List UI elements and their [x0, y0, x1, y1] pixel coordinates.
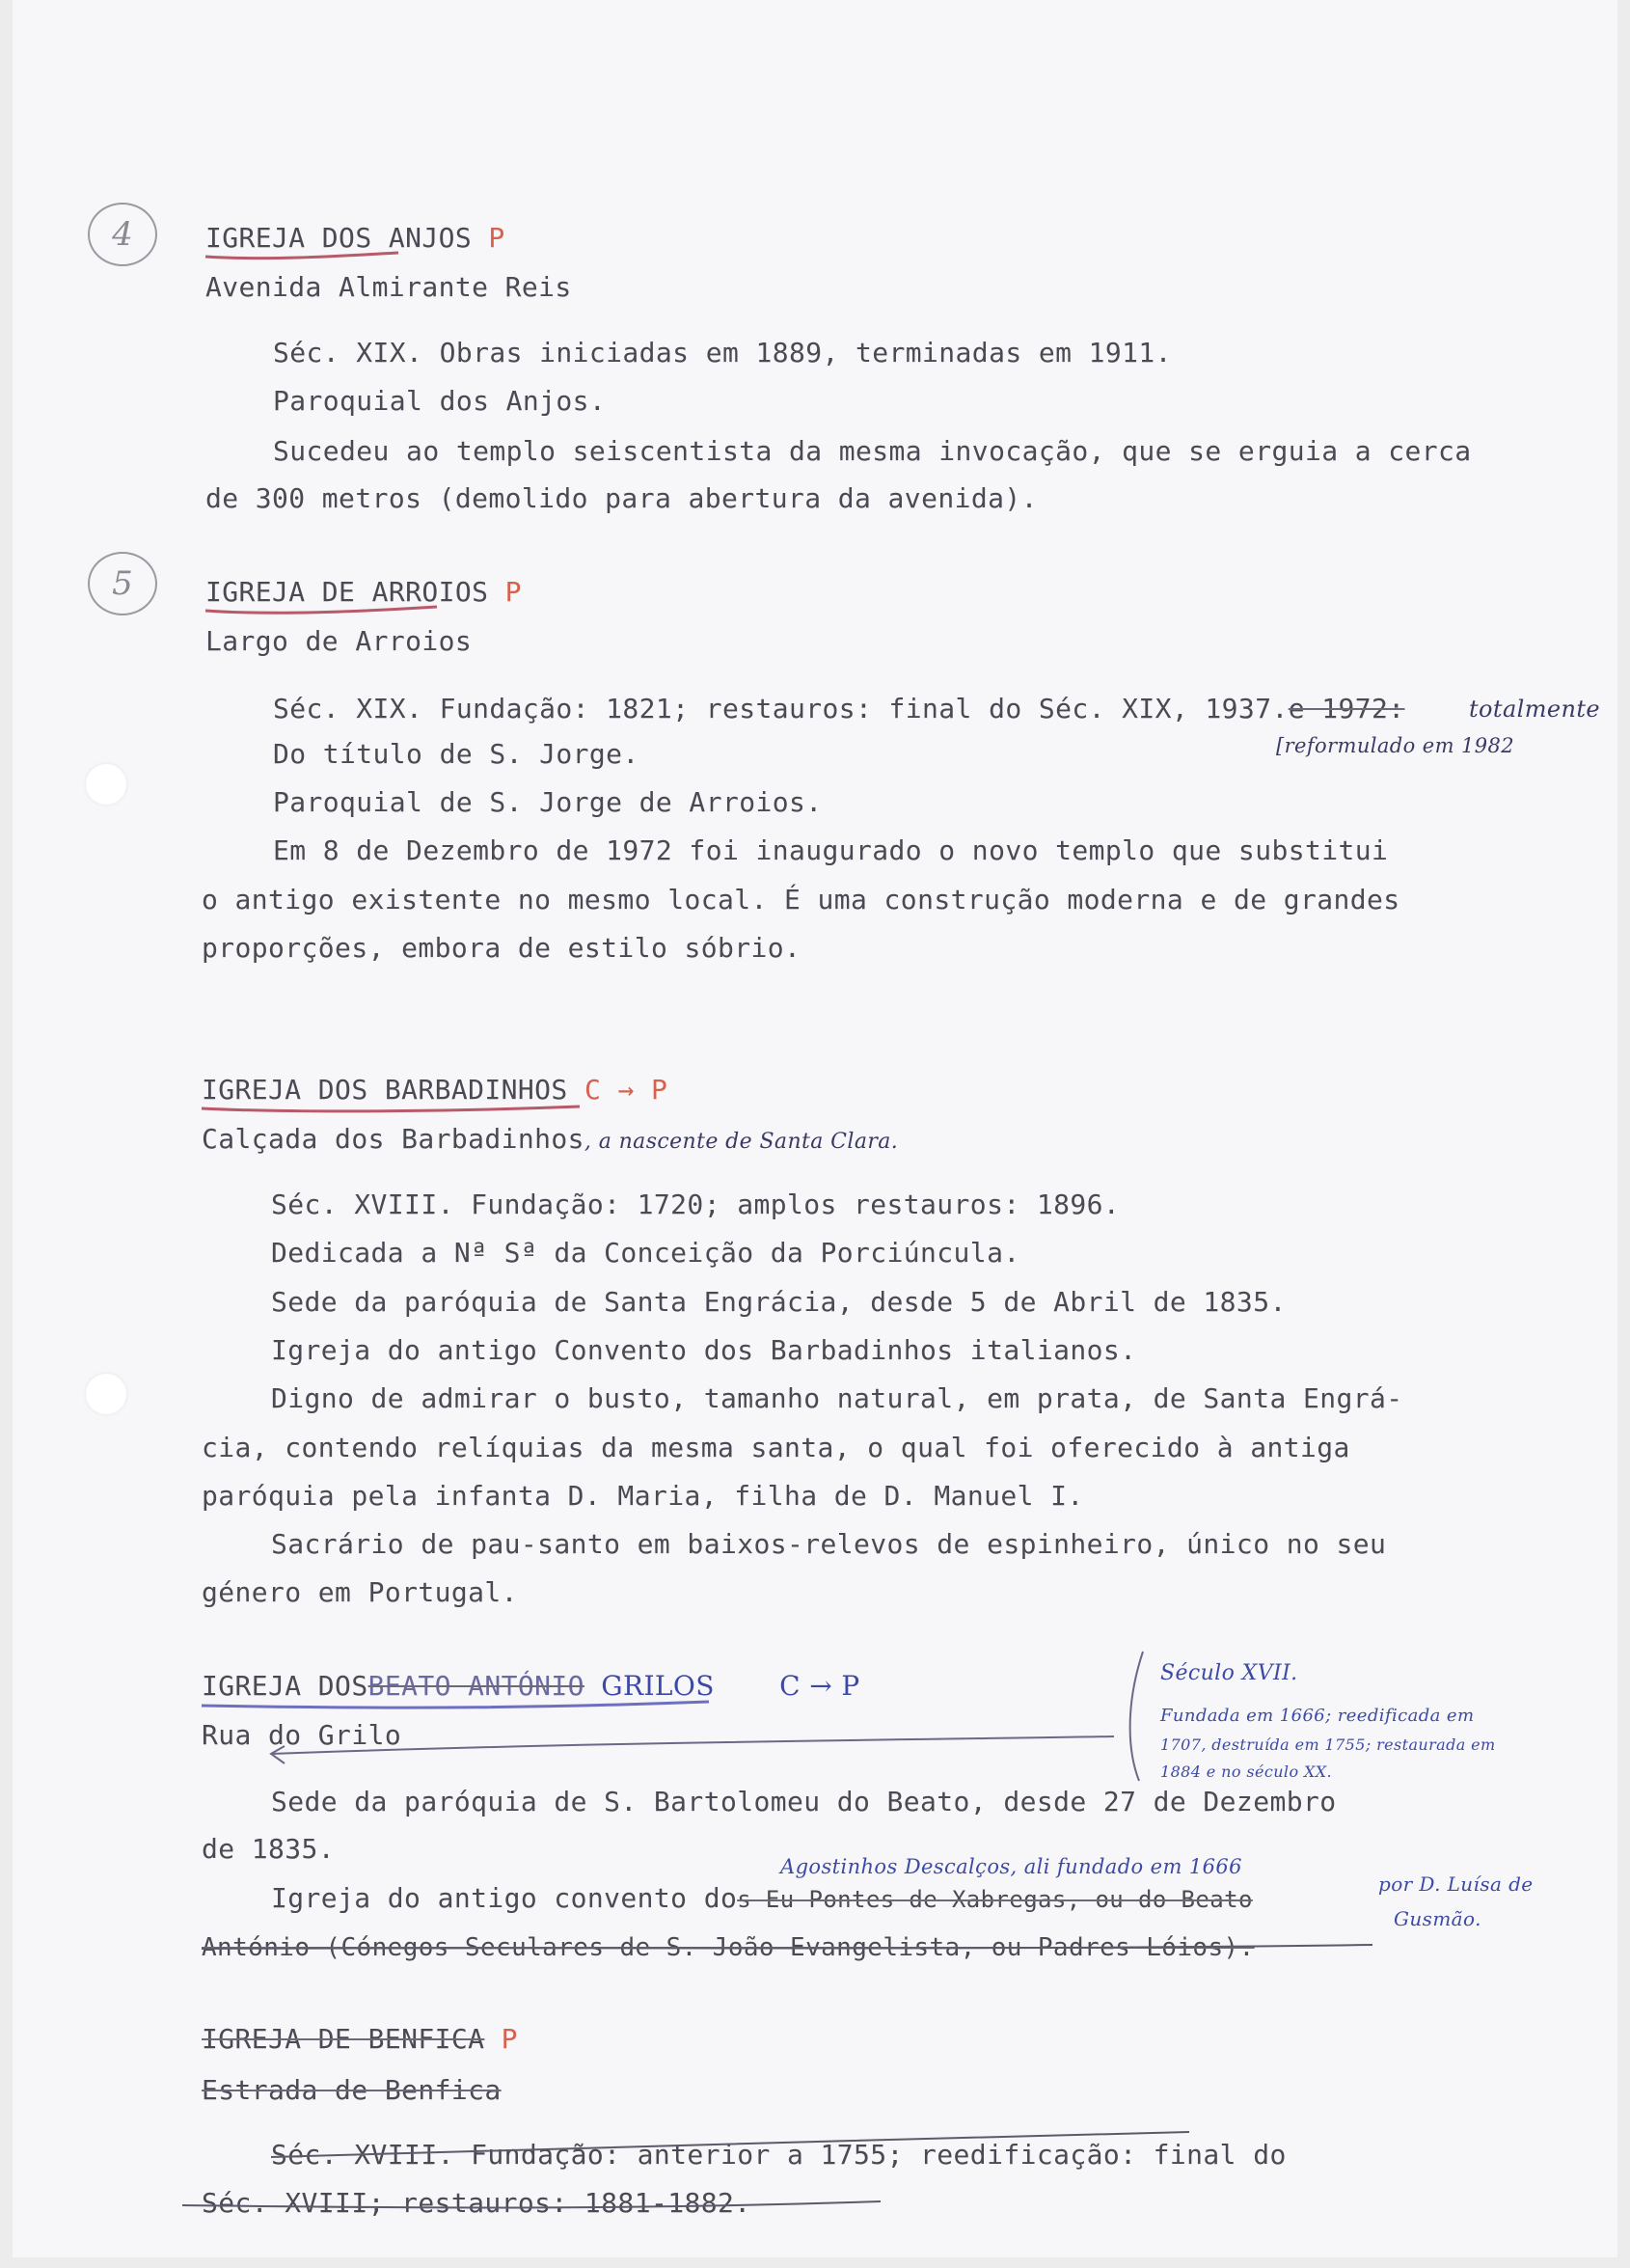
side-note: Fundada em 1666; reedificada em [1160, 1706, 1475, 1726]
entry-title-text: IGREJA DE BENFICA [202, 2023, 485, 2055]
entry-tag: C → P [584, 1074, 668, 1106]
entry-address: Largo de Arroios [205, 625, 473, 657]
entry-line-text: Igreja do antigo convento do [271, 1882, 738, 1914]
handwritten-insert: Gusmão. [1394, 1907, 1481, 1930]
entry-title [202, 1074, 667, 1107]
entry-line: proporções, embora de estilo sóbrio. [202, 932, 801, 964]
handwritten-insert: por D. Luísa de [1378, 1872, 1534, 1896]
entry-line: Séc. XIX. Obras iniciadas em 1889, terminadas em 1911. [273, 337, 1172, 369]
entry-line [271, 1882, 1253, 1916]
punch-hole [86, 1374, 126, 1414]
entry-title-text: IGREJA DE ARROIOS [205, 576, 489, 608]
handwritten-note: [reformulado em 1982 [1276, 734, 1515, 757]
entry-line: Igreja do antigo Convento dos Barbadinhos italianos. [271, 1334, 1137, 1366]
entry-address [202, 1123, 898, 1159]
entry-title-text: IGREJA DOS ANJOS [205, 222, 473, 254]
entry-line: de 1835. [202, 1833, 336, 1865]
handwritten-insert: Agostinhos Descalços, ali fundado em 1666 [780, 1855, 1242, 1878]
struck-line: António (Cónegos Seculares de S. João Evangelista, ou Padres Lóios). [202, 1933, 1255, 1962]
entry-line-text: Séc. XIX. Fundação: 1821; restauros: final do Séc. XIX, 1937. [273, 693, 1289, 724]
struck-text: BEATO ANTÓNIO [367, 1670, 584, 1702]
entry-line: Sacrário de pau-santo em baixos-relevos de espinheiro, único no seu [271, 1528, 1387, 1560]
entry-line: cia, contendo relíquias da mesma santa, o qual foi oferecido à antiga [202, 1432, 1350, 1463]
entry-line: Digno de admirar o busto, tamanho natural, em prata, de Santa Engrá- [271, 1382, 1403, 1414]
entry-line: Do título de S. Jorge. [273, 738, 639, 770]
entry-number-circle: 5 [88, 552, 157, 615]
entry-title [205, 222, 505, 255]
handwritten-note: , a nascente de Santa Clara. [584, 1130, 899, 1154]
entry-line: Sucedeu ao templo seiscentista da mesma invocação, que se erguia a cerca [273, 435, 1472, 467]
typewritten-page [13, 0, 1617, 2257]
entry-tag: P [504, 576, 522, 608]
handwritten-note: totalmente [1469, 696, 1600, 723]
entry-title-text: IGREJA DOS [202, 1670, 368, 1702]
entry-line: Paroquial dos Anjos. [273, 385, 607, 417]
entry-tag: P [501, 2023, 518, 2055]
entry-title-text: IGREJA DOS BARBADINHOS [202, 1074, 568, 1106]
entry-title [202, 2023, 518, 2056]
side-note: Século XVII. [1160, 1661, 1298, 1685]
entry-line: de 300 metros (demolido para abertura da avenida). [205, 482, 1038, 514]
entry-line: género em Portugal. [202, 1576, 518, 1608]
side-note: 1707, destruída em 1755; restaurada em [1160, 1735, 1496, 1754]
entry-line: Séc. XVIII; restauros: 1881-1882. [202, 2187, 751, 2219]
entry-line: Sede da paróquia de S. Bartolomeu do Beato, desde 27 de Dezembro [271, 1786, 1337, 1817]
entry-title [202, 1670, 860, 1703]
entry-line: Séc. XVIII. Fundação: anterior a 1755; reedificação: final do [271, 2139, 1287, 2171]
entry-number-circle: 4 [88, 203, 157, 266]
entry-line [273, 693, 1405, 725]
entry-address-text: Calçada dos Barbadinhos [202, 1123, 584, 1155]
punch-hole [86, 764, 126, 805]
entry-line: Dedicada a Nª Sª da Conceição da Porciúncula. [271, 1237, 1020, 1269]
entry-address: Estrada de Benfica [202, 2074, 502, 2106]
entry-line: Sede da paróquia de Santa Engrácia, desde 5 de Abril de 1835. [271, 1286, 1287, 1318]
entry-tag: P [488, 222, 505, 254]
entry-address: Avenida Almirante Reis [205, 271, 572, 303]
entry-address: Rua do Grilo [202, 1719, 402, 1751]
entry-tag: C → P [779, 1670, 860, 1702]
entry-line: o antigo existente no mesmo local. É uma construção moderna e de grandes [202, 884, 1400, 915]
handwritten-title: GRILOS [601, 1670, 715, 1702]
struck-text: s Eu Pontes de Xabregas, ou do Beato [737, 1886, 1253, 1913]
entry-line: paróquia pela infanta D. Maria, filha de D. Manuel I. [202, 1480, 1084, 1512]
entry-line: Séc. XVIII. Fundação: 1720; amplos restauros: 1896. [271, 1189, 1121, 1220]
entry-line: Paroquial de S. Jorge de Arroios. [273, 786, 823, 818]
side-note: 1884 e no século XX. [1160, 1762, 1333, 1781]
entry-line: Em 8 de Dezembro de 1972 foi inaugurado o novo templo que substitui [273, 834, 1389, 866]
entry-title [205, 576, 522, 609]
struck-text: e 1972: [1288, 693, 1405, 724]
